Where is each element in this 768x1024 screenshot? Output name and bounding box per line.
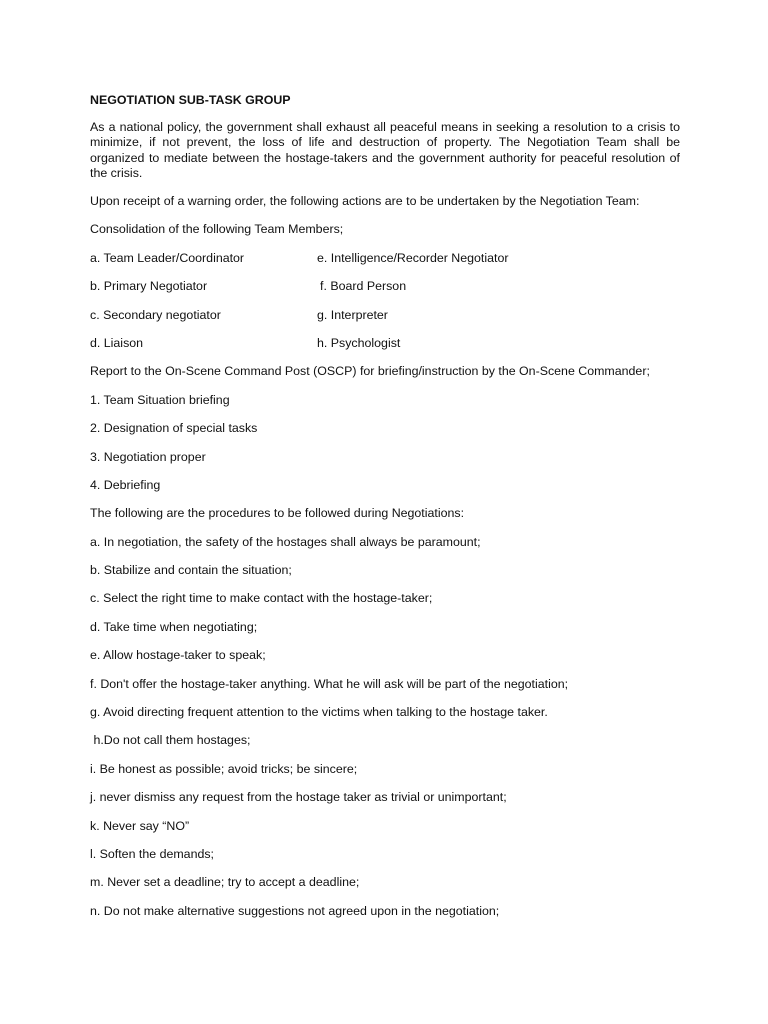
warning-order-paragraph: Upon receipt of a warning order, the following actions are to be undertaken by the Negotiation Team: (90, 194, 640, 208)
procedure-item: c. Select the right time to make contact with the hostage-taker; (90, 591, 433, 606)
procedure-item: d. Take time when negotiating; (90, 619, 258, 634)
step-item: 4. Debriefing (90, 477, 161, 492)
step-item: 1. Team Situation briefing (90, 392, 230, 407)
report-paragraph: Report to the On-Scene Command Post (OSCP) for briefing/instruction by the On-Scene Commander; (90, 364, 650, 379)
procedure-item: a. In negotiation, the safety of the hostages shall always be paramount; (90, 534, 481, 549)
team-member-item: b. Primary Negotiator (90, 279, 208, 294)
step-item: 2. Designation of special tasks (90, 421, 258, 436)
procedure-item: f. Don't offer the hostage-taker anything. What he will ask will be part of the negotiation; (90, 676, 569, 691)
team-member-row (90, 251, 680, 267)
procedure-item: b. Stabilize and contain the situation; (90, 563, 292, 578)
team-member-item: c. Secondary negotiator (90, 307, 221, 322)
procedure-item: e. Allow hostage-taker to speak; (90, 648, 266, 663)
team-member-item: h. Psychologist (317, 335, 401, 350)
consolidation-heading: Consolidation of the following Team Members; (90, 222, 344, 237)
step-item: 3. Negotiation proper (90, 449, 206, 464)
team-member-item: a. Team Leader/Coordinator (90, 250, 245, 265)
team-member-item: e. Intelligence/Recorder Negotiator (317, 250, 509, 265)
document-body (90, 93, 680, 932)
team-member-row (90, 336, 680, 352)
procedures-heading: The following are the procedures to be followed during Negotiations: (90, 506, 465, 521)
procedure-item: l. Soften the demands; (90, 846, 214, 861)
procedure-item: i. Be honest as possible; avoid tricks; be sincere; (90, 761, 358, 776)
team-member-row (90, 279, 680, 295)
team-member-item: f. Board Person (320, 279, 407, 294)
procedure-item: m. Never set a deadline; try to accept a deadline; (90, 875, 360, 890)
team-member-row (90, 308, 680, 324)
procedure-item: j. never dismiss any request from the hostage taker as trivial or unimportant; (90, 790, 507, 805)
procedure-item: g. Avoid directing frequent attention to the victims when talking to the hostage taker. (90, 705, 548, 720)
team-member-item: g. Interpreter (317, 307, 388, 322)
document-title: NEGOTIATION SUB-TASK GROUP (90, 93, 291, 107)
procedure-item: n. Do not make alternative suggestions not agreed upon in the negotiation; (90, 903, 500, 918)
intro-paragraph: As a national policy, the government shall exhaust all peaceful means in seeking a resolution to a crisis to minimize, if not prevent, the loss of life and destruction of property. The Negotiation Team shall be organized to mediate between the hostage-takers and the government authority for peaceful resolution of the crisis. (90, 119, 680, 180)
procedure-item: k. Never say “NO” (90, 818, 190, 833)
team-member-item: d. Liaison (90, 335, 144, 350)
procedure-item: h.Do not call them hostages; (90, 733, 251, 748)
